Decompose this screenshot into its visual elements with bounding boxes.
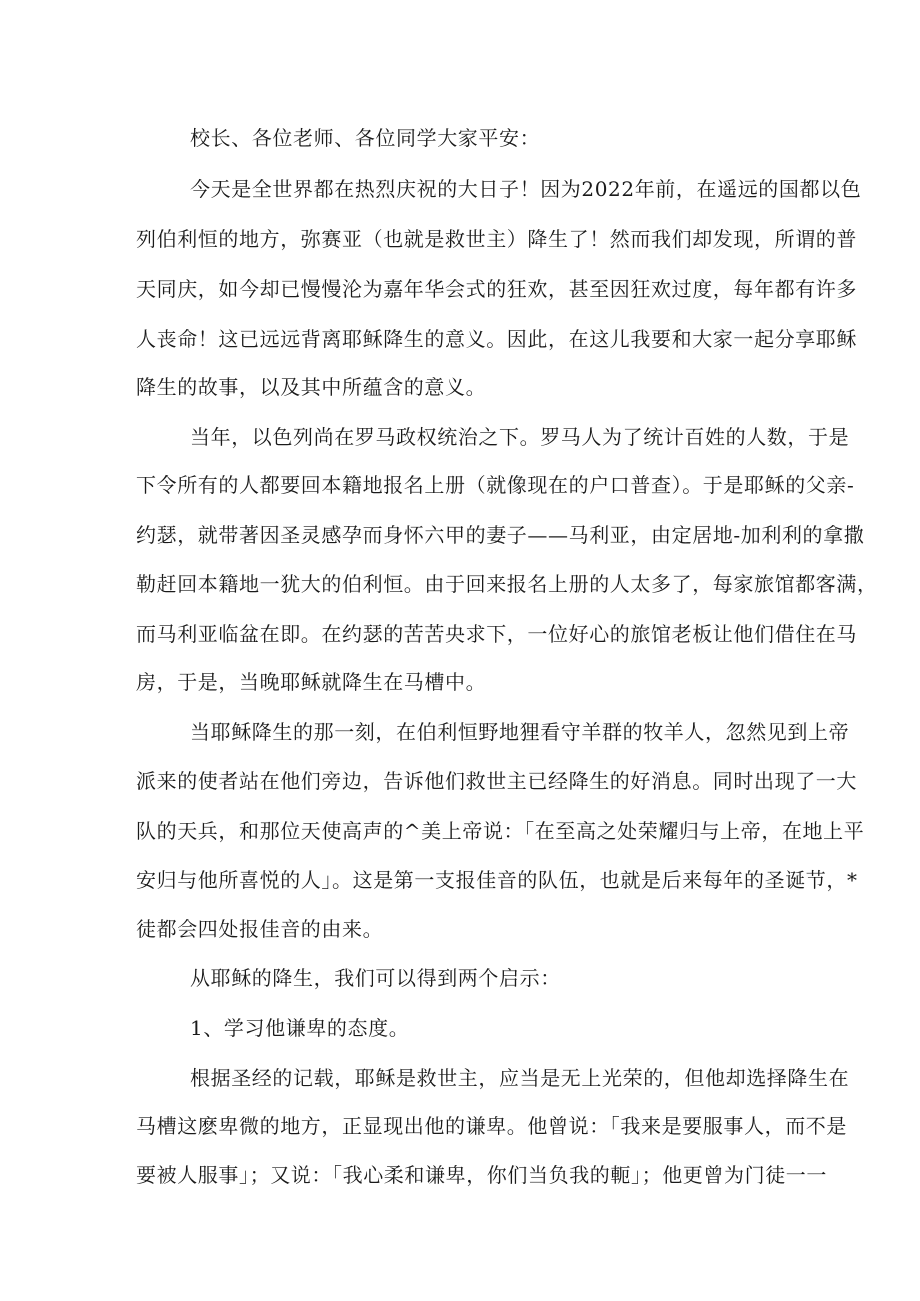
paragraph-5-line-3: 要被人服事」；又说：「我心柔和谦卑，你们当负我的軛」；他更曾为门徒一一 <box>136 1163 827 1187</box>
paragraph-1-line-4: 人丧命！这已远远背离耶稣降生的意义。因此，在这儿我要和大家一起分享耶稣 <box>136 327 857 351</box>
paragraph-3-line-4: 安归与他所喜悦的人」。这是第一支报佳音的队伍，也就是后来每年的圣诞节，* <box>136 868 858 892</box>
paragraph-1-line-2: 列伯利恒的地方，弥赛亚（也就是救世主）降生了！然而我们却发现，所谓的普 <box>136 227 857 251</box>
paragraph-2-line-3: 约瑟，就带著因圣灵感孕而身怀六甲的妻子——马利亚，由定居地-加利利的拿撒 <box>136 523 865 547</box>
paragraph-1-line-3: 天同庆，如今却已慢慢沦为嘉年华会式的狂欢，甚至因狂欢过度，每年都有许多 <box>136 277 857 301</box>
paragraph-4-line-1: 从耶稣的降生，我们可以得到两个启示： <box>190 966 561 990</box>
greeting-line: 校长、各位老师、各位同学大家平安： <box>190 126 541 150</box>
paragraph-5-line-1: 根据圣经的记载，耶稣是救世主，应当是无上光荣的，但他却选择降生在 <box>190 1066 850 1090</box>
paragraph-5-line-2: 马槽这麽卑微的地方，正显现出他的谦卑。他曾说：「我来是要服事人，而不是 <box>136 1114 847 1138</box>
paragraph-3-line-5: 徒都会四处报佳音的由来。 <box>136 917 384 941</box>
paragraph-2-line-1: 当年，以色列尚在罗马政权统治之下。罗马人为了统计百姓的人数，于是 <box>190 425 850 449</box>
paragraph-3-line-1: 当耶稣降生的那一刻，在伯利恒野地狸看守羊群的牧羊人，忽然见到上帝 <box>190 720 850 744</box>
paragraph-1-line-5: 降生的故事，以及其中所蕴含的意义。 <box>136 375 487 399</box>
paragraph-2-line-5: 而马利亚临盆在即。在约瑟的苦苦央求下，一位好心的旅馆老板让他们借住在马 <box>136 622 857 646</box>
paragraph-3-line-2: 派来的使者站在他们旁边，告诉他们救世主已经降生的好消息。同时出现了一大 <box>136 769 857 793</box>
paragraph-3-line-3: 队的天兵，和那位天使高声的^美上帝说：「在至高之处荣耀归与上帝，在地上平 <box>136 819 865 843</box>
paragraph-2-line-6: 房，于是，当晚耶稣就降生在马槽中。 <box>136 670 487 694</box>
paragraph-2-line-4: 勒赶回本籍地一犹大的伯利恒。由于回来报名上册的人太多了，每家旅馆都客满， <box>136 572 878 596</box>
section-heading: 1、学习他谦卑的态度。 <box>190 1016 410 1040</box>
paragraph-1-line-1: 今天是全世界都在热烈庆祝的大日子！因为2022年前，在遥远的国都以色 <box>190 177 862 201</box>
paragraph-2-line-2: 下令所有的人都要回本籍地报名上册（就像现在的户口普查）。于是耶稣的父亲- <box>136 473 855 497</box>
